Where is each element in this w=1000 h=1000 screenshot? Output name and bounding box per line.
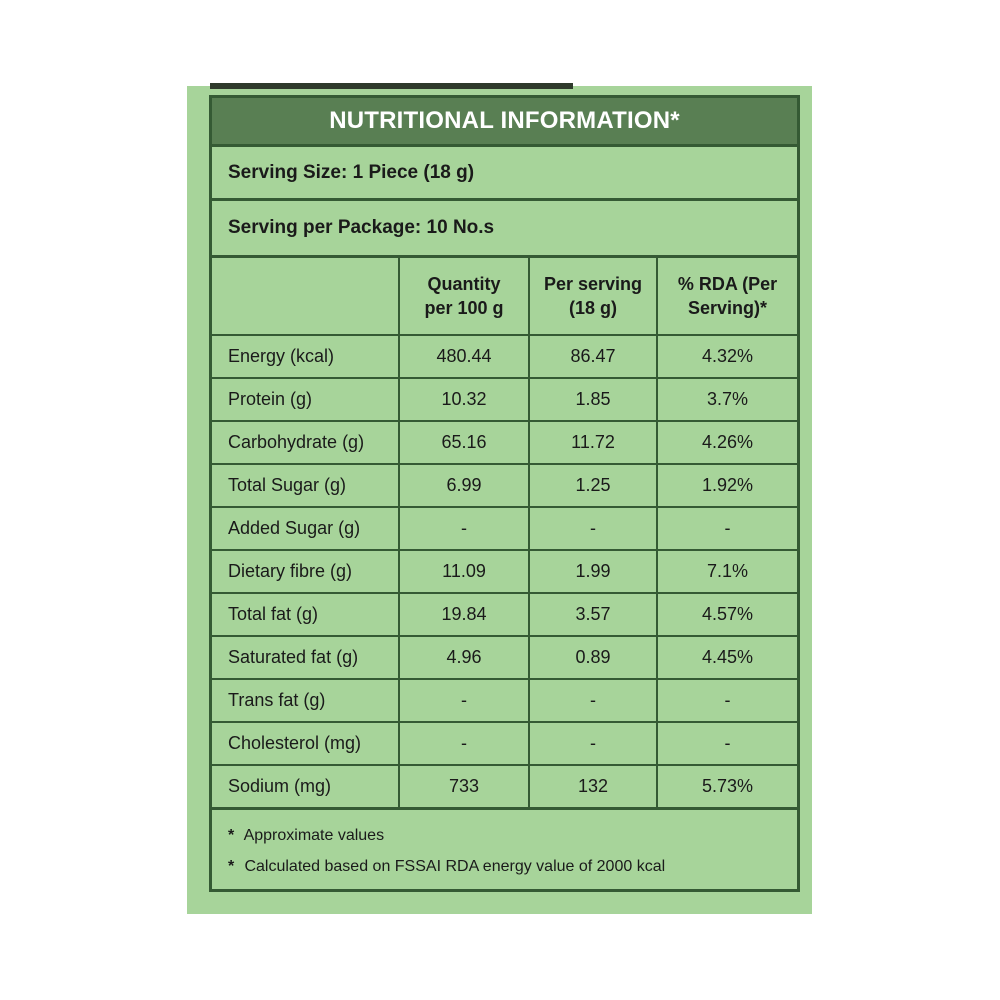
nutrient-name: Added Sugar (g) (212, 507, 399, 550)
rda-percent: - (657, 722, 797, 765)
quantity-per-100g: 6.99 (399, 464, 529, 507)
header-line: Per serving (543, 274, 643, 294)
table-row (212, 722, 797, 765)
table-row (212, 507, 797, 550)
table-row (212, 378, 797, 421)
footnote-text: Approximate values (243, 827, 385, 844)
header-line: Quantity (427, 274, 501, 294)
rda-percent: 4.32% (657, 335, 797, 378)
footnote (228, 851, 788, 882)
table-row (212, 464, 797, 507)
rda-percent: 4.45% (657, 636, 797, 679)
header-per-serving (529, 258, 657, 335)
quantity-per-100g: - (399, 722, 529, 765)
nutrient-name: Carbohydrate (g) (212, 421, 399, 464)
table-row (212, 679, 797, 722)
footnote (228, 820, 788, 851)
table-row (212, 335, 797, 378)
per-serving: 11.72 (529, 421, 657, 464)
per-serving: 1.85 (529, 378, 657, 421)
per-serving: - (529, 507, 657, 550)
nutrition-table (212, 258, 797, 810)
rda-percent: 4.57% (657, 593, 797, 636)
rda-percent: - (657, 679, 797, 722)
header-quantity-per-100g (399, 258, 529, 335)
nutrition-label (209, 95, 800, 892)
serving-size: Serving Size: 1 Piece (18 g) (212, 144, 797, 201)
quantity-per-100g: 4.96 (399, 636, 529, 679)
table-row (212, 421, 797, 464)
nutrient-name: Protein (g) (212, 378, 399, 421)
rda-percent: 7.1% (657, 550, 797, 593)
per-serving: 1.99 (529, 550, 657, 593)
quantity-per-100g: 10.32 (399, 378, 529, 421)
nutrient-name: Dietary fibre (g) (212, 550, 399, 593)
per-serving: 1.25 (529, 464, 657, 507)
rda-percent: 4.26% (657, 421, 797, 464)
header-rda (657, 258, 797, 335)
serving-per-package: Serving per Package: 10 No.s (212, 201, 797, 258)
footnote-text: Calculated based on FSSAI RDA energy value of 2000 kcal (244, 858, 666, 875)
nutrient-name: Total Sugar (g) (212, 464, 399, 507)
rda-percent: 5.73% (657, 765, 797, 808)
header-line: % RDA (Per (677, 274, 778, 294)
table-row (212, 550, 797, 593)
quantity-per-100g: 733 (399, 765, 529, 808)
label-title: NUTRITIONAL INFORMATION* (212, 98, 797, 144)
rda-percent: - (657, 507, 797, 550)
rda-percent: 1.92% (657, 464, 797, 507)
quantity-per-100g: 65.16 (399, 421, 529, 464)
table-header-row (212, 258, 797, 335)
quantity-per-100g: - (399, 507, 529, 550)
per-serving: 86.47 (529, 335, 657, 378)
per-serving: 0.89 (529, 636, 657, 679)
header-line: Serving)* (687, 298, 768, 318)
nutrient-name: Energy (kcal) (212, 335, 399, 378)
header-line: (18 g) (568, 298, 617, 318)
nutrient-name: Sodium (mg) (212, 765, 399, 808)
footnote-bullet: * (228, 827, 235, 844)
quantity-per-100g: 11.09 (399, 550, 529, 593)
table-row (212, 593, 797, 636)
nutrient-name: Trans fat (g) (212, 679, 399, 722)
footnote-bullet: * (228, 858, 235, 875)
per-serving: 3.57 (529, 593, 657, 636)
per-serving: - (529, 722, 657, 765)
nutrient-name: Cholesterol (mg) (212, 722, 399, 765)
per-serving: 132 (529, 765, 657, 808)
table-row (212, 636, 797, 679)
quantity-per-100g: - (399, 679, 529, 722)
footnotes (228, 820, 788, 882)
header-nutrient (212, 258, 399, 335)
quantity-per-100g: 480.44 (399, 335, 529, 378)
nutrient-name: Total fat (g) (212, 593, 399, 636)
per-serving: - (529, 679, 657, 722)
header-line: per 100 g (424, 298, 504, 318)
nutrient-name: Saturated fat (g) (212, 636, 399, 679)
rda-percent: 3.7% (657, 378, 797, 421)
package-edge (210, 83, 573, 89)
table-row (212, 765, 797, 808)
quantity-per-100g: 19.84 (399, 593, 529, 636)
